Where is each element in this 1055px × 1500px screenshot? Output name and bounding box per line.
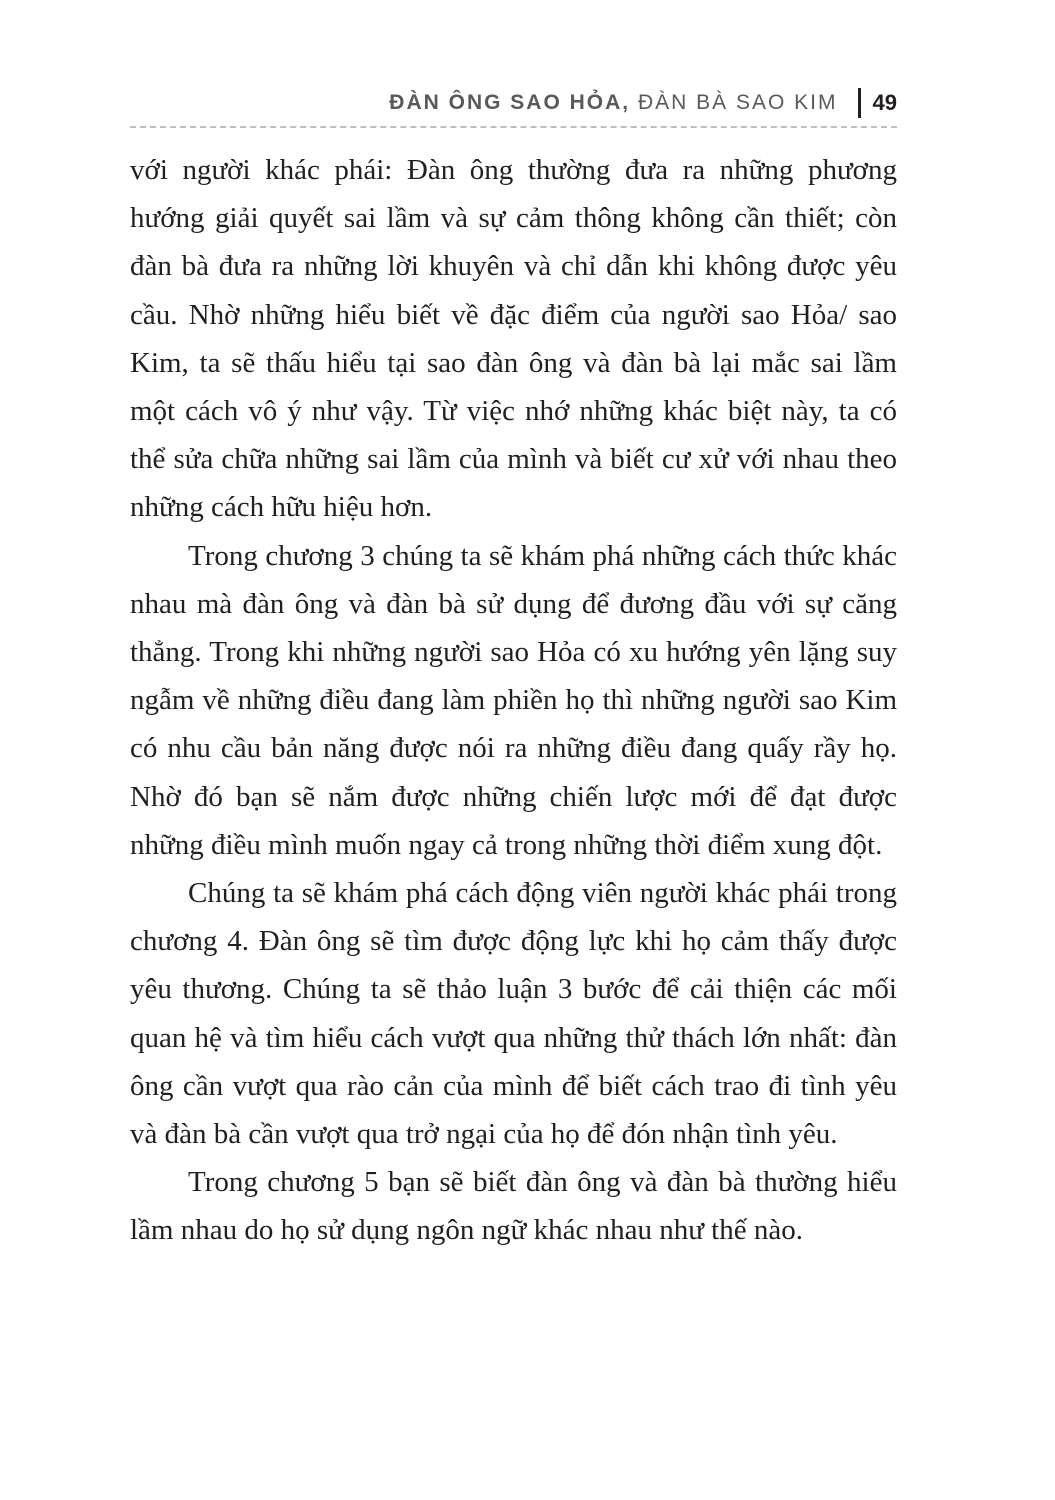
running-header [130,86,897,120]
header-dashed-rule [130,126,897,128]
book-title-bold: ĐÀN ÔNG SAO HỎA, [389,91,631,114]
book-title-regular: ĐÀN BÀ SAO KIM [630,91,838,114]
paragraph: với người khác phái: Đàn ông thường đưa ra những phương hướng giải quyết sai lầm và sự cảm thông không cần thiết; còn đàn bà đưa ra những lời khuyên và chỉ dẫn khi không được yêu cầu. Nhờ những hiểu biết về đặc điểm của người sao Hỏa/ sao Kim, ta sẽ thấu hiểu tại sao đàn ông và đàn bà lại mắc sai lầm một cách vô ý như vậy. Từ việc nhớ những khác biệt này, ta có thể sửa chữa những sai lầm của mình và biết cư xử với nhau theo những cách hữu hiệu hơn. [130,154,897,524]
paragraph: Trong chương 3 chúng ta sẽ khám phá những cách thức khác nhau mà đàn ông và đàn bà sử dụng để đương đầu với sự căng thẳng. Trong khi những người sao Hỏa có xu hướng yên lặng suy ngẫm về những điều đang làm phiền họ thì những người sao Kim có nhu cầu bản năng được nói ra những điều đang quấy rầy họ. Nhờ đó bạn sẽ nắm được những chiến lược mới để đạt được những điều mình muốn ngay cả trong những thời điểm xung đột. [130,539,897,861]
header-separator [858,88,861,118]
paragraph: Chúng ta sẽ khám phá cách động viên người khác phái trong chương 4. Đàn ông sẽ tìm được động lực khi họ cảm thấy được yêu thương. Chúng ta sẽ thảo luận 3 bước để cải thiện các mối quan hệ và tìm hiểu cách vượt qua những thử thách lớn nhất: đàn ông cần vượt qua rào cản của mình để biết cách trao đi tình yêu và đàn bà cần vượt qua trở ngại của họ để đón nhận tình yêu. [130,877,897,1151]
page-number: 49 [872,90,897,115]
paragraph: Trong chương 5 bạn sẽ biết đàn ông và đàn bà thường hiểu lầm nhau do họ sử dụng ngôn ngữ khác nhau như thế nào. [130,1166,897,1247]
body-text [130,146,897,1255]
